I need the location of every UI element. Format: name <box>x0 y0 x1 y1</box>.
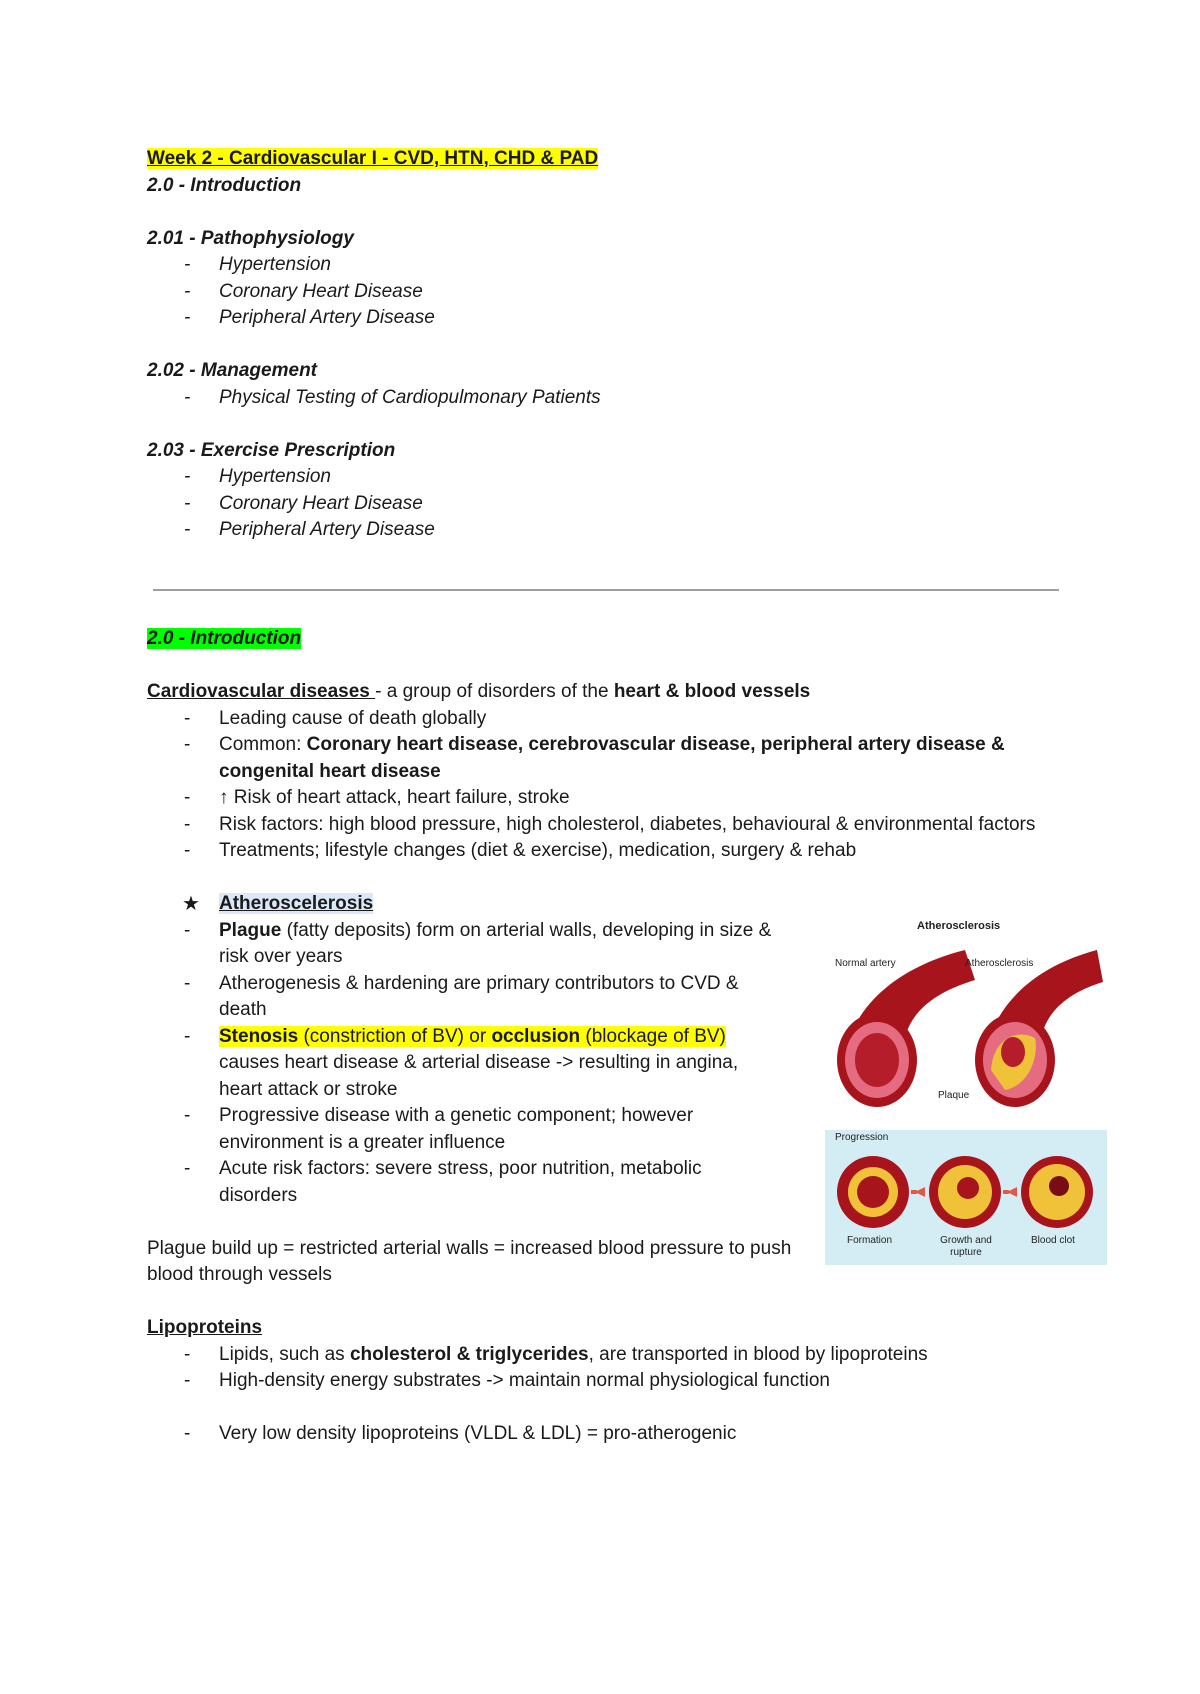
lipoproteins-heading: Lipoproteins <box>147 1317 263 1338</box>
list-item: - Common: Coronary heart disease, cerebrovascular disease, peripheral artery disease & congenital heart disease <box>147 732 1077 785</box>
list-item: - Peripheral Artery Disease <box>147 517 1077 544</box>
figure-label-growth: Growth and rupture <box>940 1235 992 1258</box>
list-item: - Plague (fatty deposits) form on arterial walls, developing in size & risk over years <box>147 918 779 971</box>
toc-exercise-list <box>147 464 1077 544</box>
diseased-artery-lumen <box>1001 1037 1025 1067</box>
list-item: - Atherogenesis & hardening are primary contributors to CVD & death <box>147 971 779 1024</box>
normal-artery-lumen <box>855 1033 899 1087</box>
list-item: - ↑ Risk of heart attack, heart failure, stroke <box>147 785 1077 812</box>
list-item: - Treatments; lifestyle changes (diet & exercise), medication, surgery & rehab <box>147 838 1077 865</box>
list-item: - Risk factors: high blood pressure, high cholesterol, diabetes, behavioural & environmental factors <box>147 812 1077 839</box>
atherosclerosis-heading-item <box>147 891 779 918</box>
section-heading-introduction: 2.0 - Introduction <box>147 628 302 649</box>
figure-label-plaque: Plaque <box>938 1090 970 1101</box>
figure-label-normal: Normal artery <box>835 958 896 969</box>
toc-intro: 2.0 - Introduction <box>147 174 302 196</box>
list-item: - Peripheral Artery Disease <box>147 305 1077 332</box>
table-of-contents <box>147 146 1077 544</box>
cvd-definition: Cardiovascular diseases - a group of disorders of the heart & blood vessels <box>147 681 811 702</box>
list-item: - Stenosis (constriction of BV) or occlusion (blockage of BV) causes heart disease & arterial disease -> resulting in angina, heart attack or stroke <box>147 1024 779 1104</box>
list-item: - Hypertension <box>147 252 1077 279</box>
list-item: - High-density energy substrates -> maintain normal physiological function <box>147 1368 1077 1395</box>
list-item: - Coronary Heart Disease <box>147 279 1077 306</box>
list-item: - Acute risk factors: severe stress, poor nutrition, metabolic disorders <box>147 1156 779 1209</box>
list-item: - Very low density lipoproteins (VLDL & LDL) = pro-atherogenic <box>147 1421 1077 1448</box>
list-item: - Physical Testing of Cardiopulmonary Patients <box>147 385 1077 412</box>
toc-management-heading: 2.02 - Management <box>147 360 317 381</box>
cvd-bullet-list <box>147 706 1077 865</box>
toc-management-list <box>147 385 1077 412</box>
list-item: - Coronary Heart Disease <box>147 491 1077 518</box>
figure-label-clot: Blood clot <box>1031 1235 1075 1246</box>
document-title: Week 2 - Cardiovascular I - CVD, HTN, CHD & PAD <box>147 148 599 169</box>
list-item: - Lipids, such as cholesterol & triglycerides, are transported in blood by lipoproteins <box>147 1342 1077 1369</box>
figure-label-formation: Formation <box>847 1235 893 1246</box>
atherosclerosis-heading: Atheroscelerosis <box>219 893 374 914</box>
toc-exercise-heading: 2.03 - Exercise Prescription <box>147 439 396 461</box>
toc-pathophysiology-heading: 2.01 - Pathophysiology <box>147 227 354 249</box>
lipoproteins-list <box>147 1342 1077 1395</box>
list-item: - Progressive disease with a genetic component; however environment is a greater influence <box>147 1103 779 1156</box>
list-item: - Leading cause of death globally <box>147 706 1077 733</box>
figure-label-progression: Progression <box>835 1132 889 1143</box>
horizontal-divider <box>153 589 1059 591</box>
plaque-summary: Plague build up = restricted arterial walls = increased blood pressure to push blood through vessels <box>147 1237 792 1285</box>
toc-pathophysiology-list <box>147 252 1077 332</box>
figure-title: Atherosclerosis <box>917 920 1001 932</box>
figure-label-athero: Atherosclerosis <box>965 958 1034 969</box>
list-item: - Hypertension <box>147 464 1077 491</box>
cvd-term: Cardiovascular diseases <box>147 681 376 702</box>
atherosclerosis-figure <box>825 920 1107 1265</box>
